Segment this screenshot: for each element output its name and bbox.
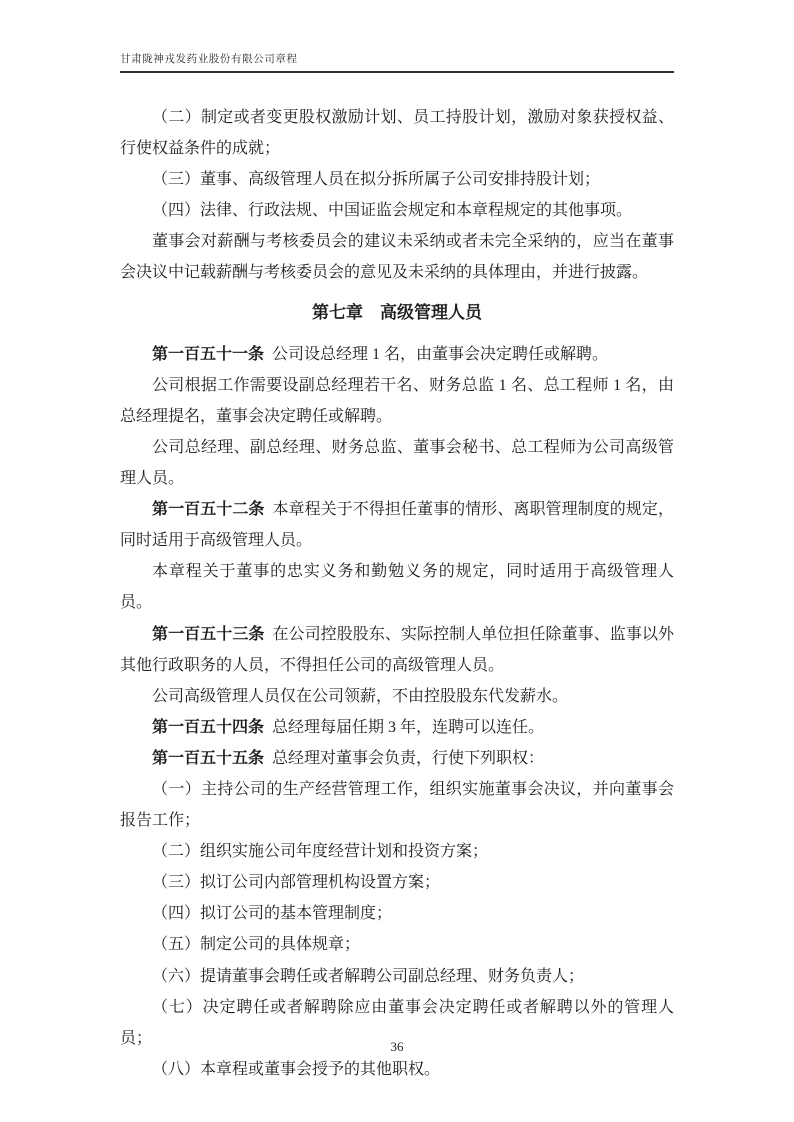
- header-title: 甘肃陇神戎发药业股份有限公司章程: [120, 0, 674, 73]
- article-number: 第一百五十三条: [152, 625, 265, 643]
- document-body: [120, 102, 674, 1085]
- article-paragraph: [120, 743, 674, 774]
- article-number: 第一百五十一条: [152, 345, 265, 363]
- paragraph: （一）主持公司的生产经营管理工作，组织实施董事会决议，并向董事会报告工作；: [120, 780, 674, 830]
- article-paragraph: [120, 494, 674, 556]
- page-number: 36: [390, 1039, 404, 1054]
- article-paragraph: [120, 339, 674, 370]
- paragraph: （四）拟订公司的基本管理制度；: [152, 905, 393, 923]
- paragraph: （二）组织实施公司年度经营计划和投资方案；: [152, 843, 489, 861]
- article-number: 第一百五十四条: [152, 718, 265, 736]
- paragraph: 公司总经理、副总经理、财务总监、董事会秘书、总工程师为公司高级管理人员。: [120, 438, 674, 488]
- article-paragraph: [120, 712, 674, 743]
- chapter-heading: 第七章 高级管理人员: [312, 302, 482, 322]
- article-text: 在公司控股股东、实际控制人单位担任除董事、监事以外其他行政职务的人员，不得担任公司的高级管理人员。: [120, 625, 674, 674]
- paragraph: 公司高级管理人员仅在公司领薪，不由控股股东代发薪水。: [152, 687, 569, 705]
- page-footer: [0, 1039, 794, 1055]
- article-text: 总经理每届任期 3 年，连聘可以连任。: [272, 718, 545, 736]
- paragraph: （五）制定公司的具体规章；: [152, 936, 361, 954]
- paragraph: （四）法律、行政法规、中国证监会规定和本章程规定的其他事项。: [152, 202, 633, 220]
- page-header: [120, 0, 674, 73]
- article-number: 第一百五十二条: [152, 501, 265, 519]
- paragraph: （七）决定聘任或者解聘除应由董事会决定聘任或者解聘以外的管理人员；: [120, 998, 674, 1047]
- paragraph: 董事会对薪酬与考核委员会的建议未采纳或者未完全采纳的，应当在董事会决议中记载薪酬与考核委员会的意见及未采纳的具体理由，并进行披露。: [120, 233, 674, 282]
- article-paragraph: [120, 619, 674, 681]
- article-number: 第一百五十五条: [152, 749, 265, 767]
- paragraph: 本章程关于董事的忠实义务和勤勉义务的规定，同时适用于高级管理人员。: [120, 563, 674, 612]
- article-text: 公司设总经理 1 名，由董事会决定聘任或解聘。: [272, 345, 609, 363]
- paragraph: （八）本章程或董事会授予的其他职权。: [152, 1060, 441, 1078]
- paragraph: 公司根据工作需要设副总经理若干名、财务总监 1 名、总工程师 1 名，由总经理提名，董事会决定聘任或解聘。: [120, 376, 674, 425]
- article-text: 本章程关于不得担任董事的情形、离职管理制度的规定，同时适用于高级管理人员。: [120, 501, 674, 550]
- article-text: 总经理对董事会负责，行使下列职权：: [272, 749, 545, 767]
- paragraph: （三）拟订公司内部管理机构设置方案；: [152, 874, 441, 892]
- paragraph: （三）董事、高级管理人员在拟分拆所属子公司安排持股计划；: [152, 171, 601, 189]
- paragraph: （二）制定或者变更股权激励计划、员工持股计划，激励对象获授权益、行使权益条件的成就；: [120, 109, 674, 158]
- paragraph: （六）提请董事会聘任或者解聘公司副总经理、财务负责人；: [152, 967, 585, 985]
